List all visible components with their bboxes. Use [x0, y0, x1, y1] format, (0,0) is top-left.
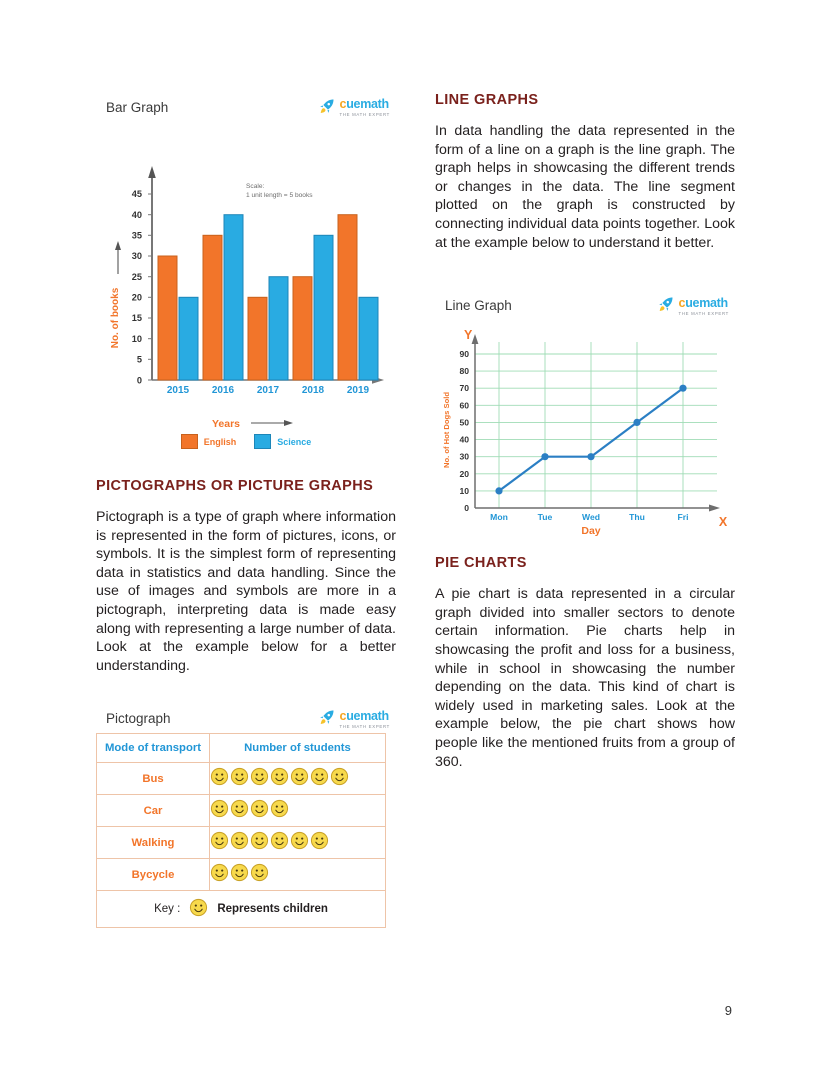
key-text: Represents children	[217, 903, 328, 916]
legend-swatch-english	[181, 434, 198, 449]
pie-charts-heading: PIE CHARTS	[435, 555, 527, 572]
svg-text:Day: Day	[581, 525, 601, 538]
table-row	[97, 859, 386, 891]
pictograph-table	[96, 733, 386, 928]
smiley-face-icon	[270, 831, 289, 855]
svg-text:30: 30	[459, 451, 469, 462]
line-graph-plot	[435, 320, 735, 545]
svg-text:10: 10	[131, 333, 142, 344]
cuemath-name-rest: uemath	[685, 295, 728, 310]
svg-text:2018: 2018	[301, 385, 325, 396]
svg-text:2017: 2017	[256, 385, 280, 396]
svg-text:25: 25	[131, 271, 142, 282]
bar-graph-title: Bar Graph	[106, 99, 169, 115]
bar-graph-card-header	[96, 92, 396, 122]
svg-text:2019: 2019	[346, 385, 370, 396]
cuemath-name	[679, 296, 728, 310]
svg-text:45: 45	[131, 189, 142, 200]
column-header-students: Number of students	[210, 734, 386, 763]
svg-text:Wed: Wed	[582, 512, 600, 523]
right-column	[435, 92, 735, 771]
table-row	[97, 827, 386, 859]
cuemath-name-first: c	[339, 708, 347, 723]
svg-text:2015: 2015	[166, 385, 190, 396]
cuemath-name	[340, 97, 389, 111]
svg-text:Tue: Tue	[537, 512, 553, 523]
svg-text:0: 0	[136, 375, 142, 386]
pictograph-heading: PICTOGRAPHS OR PICTURE GRAPHS	[96, 478, 374, 494]
cuemath-tagline: THE MATH EXPERT	[339, 112, 390, 118]
smiley-face-icon	[210, 767, 229, 791]
table-row	[97, 763, 386, 795]
svg-text:15: 15	[131, 313, 142, 324]
svg-text:No. of Hot Dogs Sold: No. of Hot Dogs Sold	[442, 392, 451, 469]
bar-graph-legend	[96, 434, 396, 449]
svg-text:40: 40	[459, 434, 469, 445]
pictograph-card	[96, 703, 396, 928]
bar-graph-scale-note	[246, 182, 313, 200]
svg-text:60: 60	[459, 400, 469, 411]
left-column	[96, 92, 396, 928]
pictograph-title: Pictograph	[106, 710, 171, 726]
pictograph-table-body	[97, 763, 386, 891]
bar-graph-card	[96, 92, 396, 449]
svg-text:20: 20	[131, 292, 142, 303]
cuemath-name	[340, 709, 389, 723]
svg-text:35: 35	[131, 230, 142, 241]
cuemath-name-rest: uemath	[346, 97, 389, 112]
bar-graph-plot	[96, 122, 396, 422]
bar-chart-svg	[96, 122, 396, 397]
smiley-face-icon	[250, 767, 269, 791]
legend-swatch-science	[254, 434, 271, 449]
smiley-face-icon	[250, 831, 269, 855]
legend-item-english	[181, 434, 237, 449]
svg-text:Y: Y	[464, 328, 473, 343]
smiley-face-icon	[250, 799, 269, 823]
pictograph-paragraph: Pictograph is a type of graph where information is represented in the form of pictures, icons, or symbols. It is the simplest form of representing data in statistics and data handling. Since the use of images and symbols are more in a pictograph, interpreting data is made easy along with representing a large number of data. Look at the example below for a better understanding.	[96, 509, 396, 674]
cuemath-name-first: c	[678, 295, 686, 310]
transport-mode-label: Bus	[97, 763, 210, 795]
smiley-face-icon	[230, 831, 249, 855]
legend-label-science: Science	[277, 436, 312, 447]
line-graph-card-header	[435, 290, 735, 320]
rocket-icon	[316, 708, 336, 728]
scale-note-line2: 1 unit length = 5 books	[246, 192, 313, 199]
pie-charts-section	[435, 555, 735, 771]
student-count-icons	[210, 859, 386, 891]
cuemath-logo-line	[655, 295, 729, 316]
legend-item-science	[254, 434, 311, 449]
smiley-face-icon	[189, 898, 208, 920]
line-graphs-section	[435, 92, 735, 252]
smiley-face-icon	[330, 767, 349, 791]
svg-text:Years: Years	[211, 418, 241, 430]
svg-text:0: 0	[464, 503, 469, 514]
key-label: Key :	[154, 903, 181, 916]
svg-text:30: 30	[131, 251, 142, 262]
transport-mode-label: Bycycle	[97, 859, 210, 891]
cuemath-wordmark	[340, 96, 390, 117]
svg-text:90: 90	[459, 349, 469, 360]
smiley-face-icon	[270, 767, 289, 791]
smiley-face-icon	[310, 831, 329, 855]
svg-text:80: 80	[459, 366, 469, 377]
cuemath-tagline: THE MATH EXPERT	[339, 723, 390, 729]
smiley-face-icon	[290, 831, 309, 855]
svg-text:Fri: Fri	[677, 512, 689, 523]
svg-text:5: 5	[136, 354, 142, 365]
line-graphs-heading: LINE GRAPHS	[435, 92, 539, 108]
svg-text:X: X	[718, 515, 728, 530]
line-chart-svg	[435, 320, 735, 545]
svg-text:Thu: Thu	[629, 512, 645, 523]
cuemath-logo	[316, 96, 390, 117]
rocket-icon	[316, 97, 336, 117]
line-graph-title: Line Graph	[445, 297, 512, 313]
smiley-face-icon	[210, 831, 229, 855]
cuemath-tagline: THE MATH EXPERT	[678, 310, 729, 316]
transport-mode-label: Car	[97, 795, 210, 827]
svg-text:50: 50	[459, 417, 469, 428]
table-row	[97, 795, 386, 827]
page-number: 9	[724, 1003, 732, 1018]
line-graphs-paragraph: In data handling the data represented in the form of a line on a graph is the line graph. The graph helps in showcasing the different trends or changes in the data. The line segment plotted on the graph is constructed by connecting individual data points together. Look at the example below to understand it better.	[435, 123, 735, 251]
student-count-icons	[210, 827, 386, 859]
svg-text:10: 10	[459, 486, 469, 497]
smiley-face-icon	[290, 767, 309, 791]
svg-text:No. of books: No. of books	[110, 287, 121, 349]
pie-charts-paragraph: A pie chart is data represented in a circular graph divided into smaller sectors to denote certain information. Pie charts help in showcasing the profit and loss for a business, while in school in showcasing the number depending on the data. This kind of chart is widely used in marketing sales. Look at the example below, the pie chart shows how people like the mentioned fruits from a group of 360.	[435, 586, 735, 770]
cuemath-name-first: c	[339, 97, 347, 112]
transport-mode-label: Walking	[97, 827, 210, 859]
pictograph-key-cell	[97, 891, 386, 928]
column-header-mode: Mode of transport	[97, 734, 210, 763]
smiley-face-icon	[210, 799, 229, 823]
svg-text:70: 70	[459, 383, 469, 394]
student-count-icons	[210, 763, 386, 795]
svg-text:2016: 2016	[211, 385, 235, 396]
cuemath-name-rest: uemath	[346, 708, 389, 723]
scale-note-line1: Scale:	[246, 183, 265, 190]
student-count-icons	[210, 795, 386, 827]
line-graph-card	[435, 290, 735, 545]
legend-label-english: English	[203, 436, 237, 447]
pictograph-card-header	[96, 703, 396, 733]
table-header-row	[97, 734, 386, 763]
cuemath-wordmark	[340, 708, 390, 729]
smiley-face-icon	[270, 799, 289, 823]
smiley-face-icon	[250, 863, 269, 887]
svg-text:20: 20	[459, 468, 469, 479]
cuemath-logo-pictograph	[316, 708, 390, 729]
pictograph-section	[96, 478, 396, 675]
smiley-face-icon	[230, 799, 249, 823]
cuemath-wordmark	[679, 295, 729, 316]
smiley-face-icon	[230, 863, 249, 887]
pictograph-key-row	[97, 891, 386, 928]
rocket-icon	[655, 295, 675, 315]
svg-text:40: 40	[131, 209, 142, 220]
smiley-face-icon	[230, 767, 249, 791]
smiley-face-icon	[310, 767, 329, 791]
svg-text:Mon: Mon	[490, 512, 508, 523]
smiley-face-icon	[210, 863, 229, 887]
